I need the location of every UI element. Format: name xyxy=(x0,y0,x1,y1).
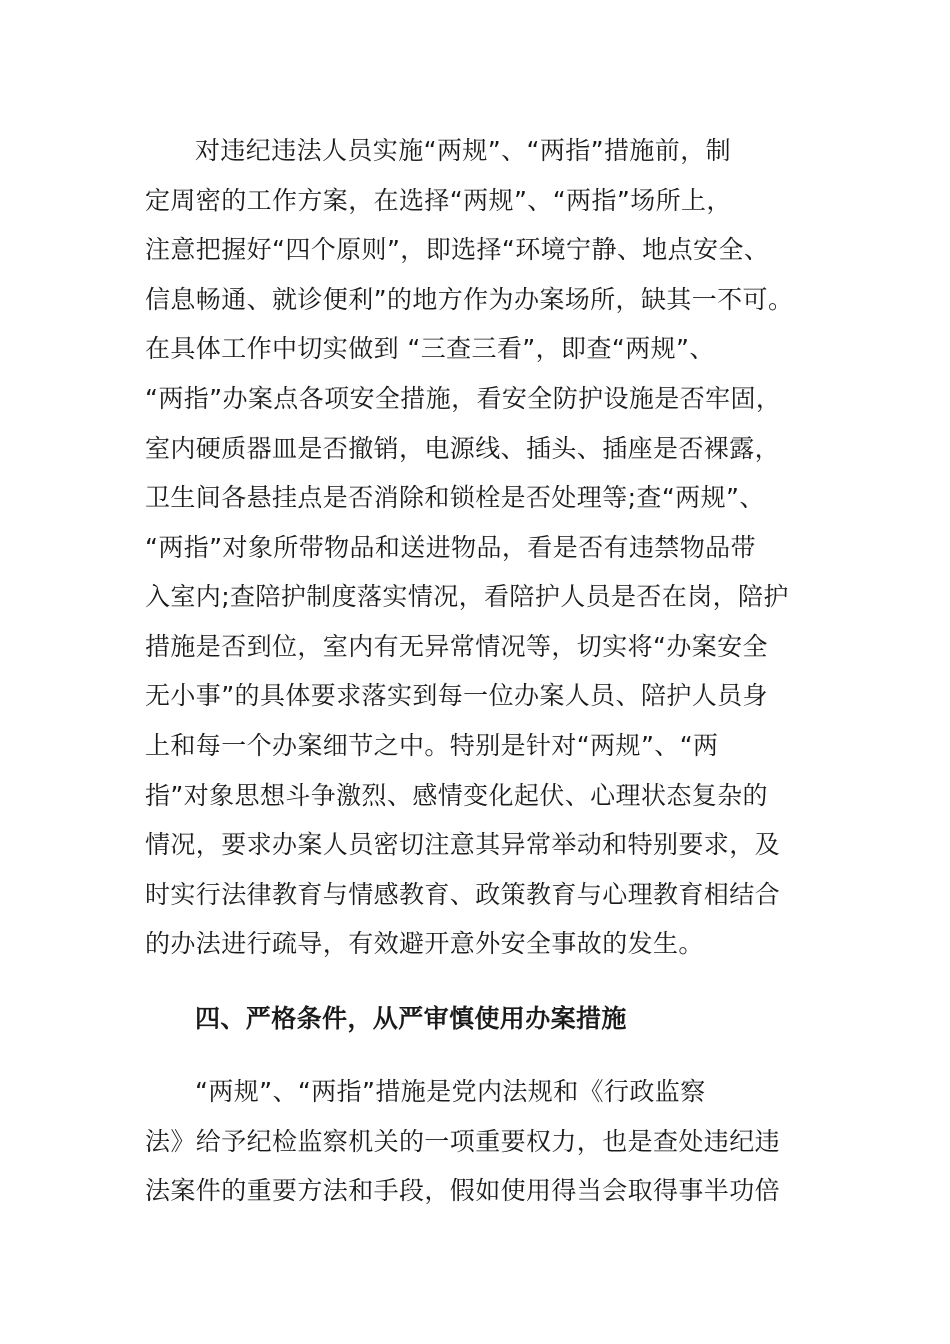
paragraph-line: 室内硬质器皿是否撤销，电源线、插头、插座是否裸露， xyxy=(145,434,781,463)
paragraph-line: 指”对象思想斗争激烈、感情变化起伏、心理状态复杂的 xyxy=(145,781,768,810)
paragraph-line: 卫生间各悬挂点是否消除和锁栓是否处理等;查“两规”、 xyxy=(145,483,765,512)
paragraph-line: 信息畅通、就诊便利”的地方作为办案场所，缺其一不可。 xyxy=(145,285,794,314)
paragraph-line: 的办法进行疏导，有效避开意外安全事故的发生。 xyxy=(145,929,704,958)
paragraph-line: “两指”办案点各项安全措施，看安全防护设施是否牢固， xyxy=(145,384,782,413)
paragraph-line: 在具体工作中切实做到 “三查三看”，即查“两规”、 xyxy=(145,334,715,363)
paragraph-line: 法》给予纪检监察机关的一项重要权力，也是查处违纪违 xyxy=(145,1127,781,1156)
paragraph-line: 定周密的工作方案，在选择“两规”、“两指”场所上， xyxy=(145,186,732,215)
paragraph-line: “两指”对象所带物品和送进物品，看是否有违禁物品带 xyxy=(145,533,756,562)
paragraph-line: 法案件的重要方法和手段，假如使用得当会取得事半功倍 xyxy=(145,1176,781,1205)
paragraph-line: “两规”、“两指”措施是党内法规和《行政监察 xyxy=(195,1077,706,1106)
paragraph-line: 措施是否到位，室内有无异常情况等，切实将“办案安全 xyxy=(145,632,768,661)
section-heading: 四、严格条件，从严审慎使用办案措施 xyxy=(195,1004,627,1033)
paragraph-line: 上和每一个办案细节之中。特别是针对“两规”、“两 xyxy=(145,731,719,760)
paragraph-line: 注意把握好“四个原则”，即选择“环境宁静、地点安全、 xyxy=(145,235,770,264)
paragraph-line: 时实行法律教育与情感教育、政策教育与心理教育相结合 xyxy=(145,880,781,909)
paragraph-line: 情况，要求办案人员密切注意其异常举动和特别要求，及 xyxy=(145,830,781,859)
paragraph-line: 入室内;查陪护制度落实情况，看陪护人员是否在岗，陪护 xyxy=(145,582,789,611)
paragraph-line: 对违纪违法人员实施“两规”、“两指”措施前，制 xyxy=(195,136,732,165)
paragraph-line: 无小事”的具体要求落实到每一位办案人员、陪护人员身 xyxy=(145,681,768,710)
